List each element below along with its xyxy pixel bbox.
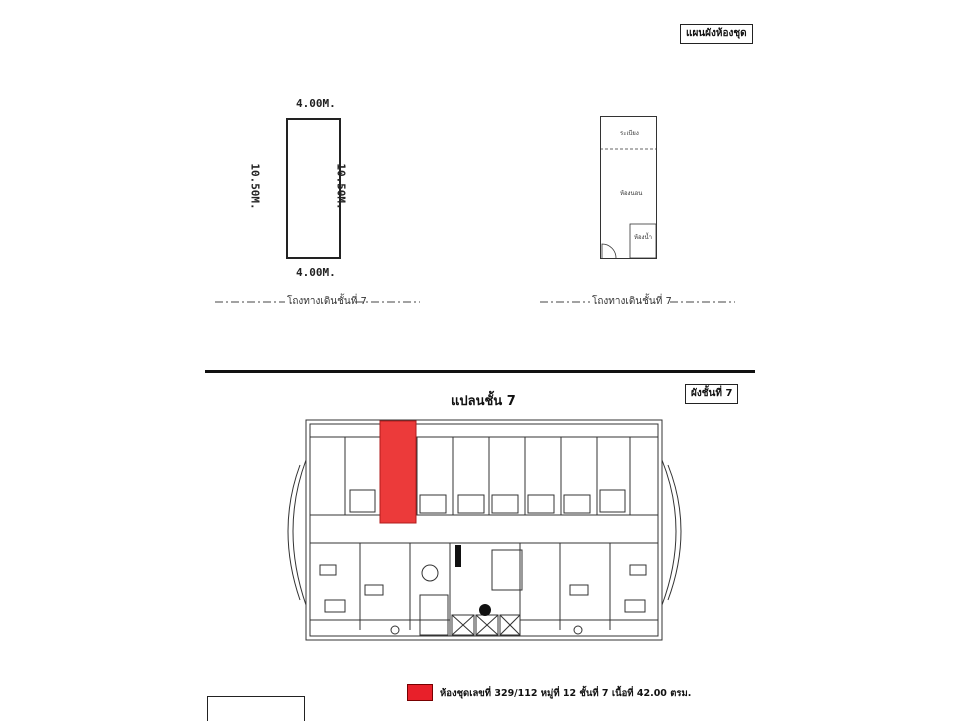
dim-left: 10.50M.: [248, 163, 262, 210]
dim-right: 10.50M.: [334, 163, 348, 210]
legend-text: ห้องชุดเลขที่ 329/112 หมู่ที่ 12 ชั้นที่ 7 เนื้อที่ 42.00 ตรม.: [440, 688, 692, 699]
room-main-label: ห้องนอน: [620, 190, 643, 197]
corridor-label-right: โถงทางเดินชั้นที่ 7: [592, 296, 672, 307]
unit-outline: [286, 118, 341, 259]
room-balcony-label: ระเบียง: [620, 130, 639, 137]
stamp-box: [207, 696, 305, 721]
unit-layout: [600, 116, 657, 259]
highlighted-unit: [380, 421, 416, 523]
plan-label: แผนผังห้องชุด: [680, 24, 753, 44]
floor-title: แปลนชั้น 7: [451, 394, 516, 409]
dim-bottom: 4.00M.: [296, 266, 336, 279]
legend-swatch: [407, 684, 433, 701]
floor-plan: [270, 415, 700, 655]
dim-top: 4.00M.: [296, 97, 336, 110]
sheet-label: ผังชั้นที่ 7: [685, 384, 738, 404]
corridor-label-left: โถงทางเดินชั้นที่ 7: [287, 296, 367, 307]
room-bath-label: ห้องน้ำ: [634, 234, 652, 241]
section-divider: [205, 370, 755, 373]
